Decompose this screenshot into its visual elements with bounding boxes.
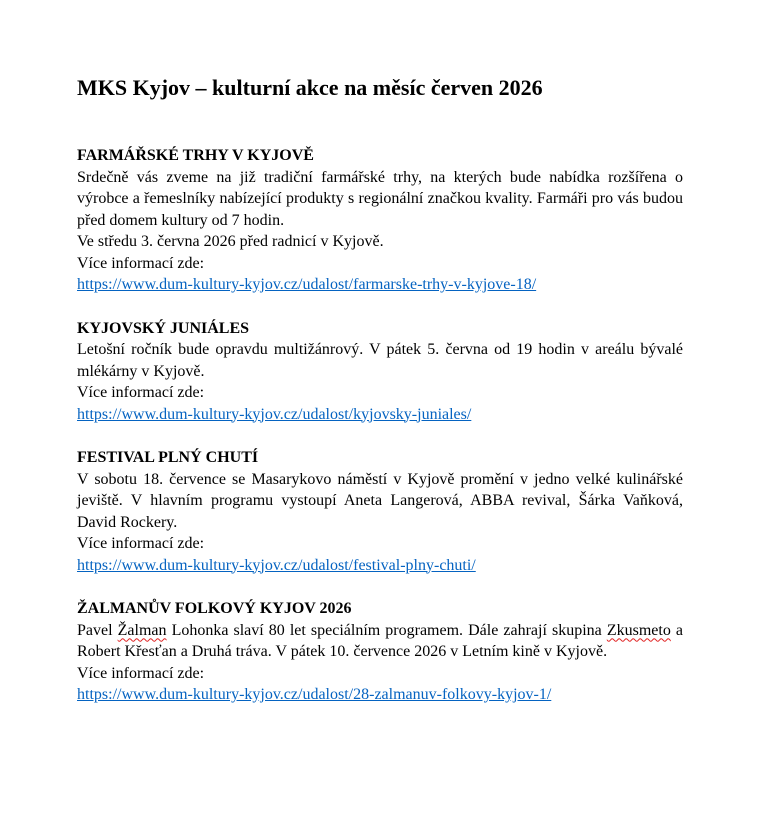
event-heading: FARMÁŘSKÉ TRHY V KYJOVĚ	[77, 147, 314, 164]
more-info-label: Více informací zde:	[77, 535, 205, 552]
more-info-label: Více informací zde:	[77, 254, 205, 272]
event-heading: FESTIVAL PLNÝ CHUTÍ	[77, 449, 259, 466]
spellcheck-word: Žalman	[117, 621, 167, 639]
event-description: V sobotu 18. července se Masarykovo náměstí v Kyjově promění v jedno velké kulinářské jeviště. V hlavním programu vystoupí Aneta Langerová, ABBA revival, Šárka Vaňková, David Rockery.	[77, 470, 683, 531]
more-info-label: Více informací zde:	[77, 384, 205, 401]
document-page	[77, 74, 683, 706]
event-festival	[77, 447, 683, 576]
event-description	[77, 620, 683, 663]
event-link[interactable]: https://www.dum-kultury-kyjov.cz/udalost/28-zalmanuv-folkovy-kyjov-1/	[77, 686, 552, 703]
event-heading: ŽALMANŮV FOLKOVÝ KYJOV 2026	[77, 600, 352, 617]
description-text: Lohonka slaví 80 let speciálním programem. Dále zahrají skupina	[166, 621, 607, 639]
event-description: Srdečně vás zveme na již tradiční farmářské trhy, na kterých bude nabídka rozšířena o výrobce a řemeslníky nabízející produkty s regionální značkou kvality. Farmáři pro vás budou před domem kultury od 7 hodin.	[77, 168, 683, 229]
event-detail: Ve středu 3. června 2026 před radnicí v Kyjově.	[77, 233, 384, 250]
event-juniales	[77, 318, 683, 426]
event-farmers-market	[77, 145, 683, 296]
document-title: MKS Kyjov – kulturní akce na měsíc červen 2026	[77, 75, 543, 100]
event-folk-festival	[77, 598, 683, 706]
description-text: Pavel	[77, 621, 118, 639]
event-link[interactable]: https://www.dum-kultury-kyjov.cz/udalost/festival-plny-chuti/	[77, 556, 476, 574]
more-info-label: Více informací zde:	[77, 664, 205, 682]
event-heading: KYJOVSKÝ JUNIÁLES	[77, 319, 250, 337]
event-description: Letošní ročník bude opravdu multižánrový. V pátek 5. června od 19 hodin v areálu bývalé mlékárny v Kyjově.	[77, 341, 683, 380]
description-text: a Robert Křesťan a Druhá tráva. V pátek 10. července 2026 v Letním kině v Kyjově.	[77, 621, 683, 660]
event-link[interactable]: https://www.dum-kultury-kyjov.cz/udalost/farmarske-trhy-v-kyjove-18/	[77, 276, 537, 293]
spellcheck-word: Zkusmeto	[606, 621, 671, 639]
event-link[interactable]: https://www.dum-kultury-kyjov.cz/udalost/kyjovsky-juniales/	[77, 405, 472, 423]
